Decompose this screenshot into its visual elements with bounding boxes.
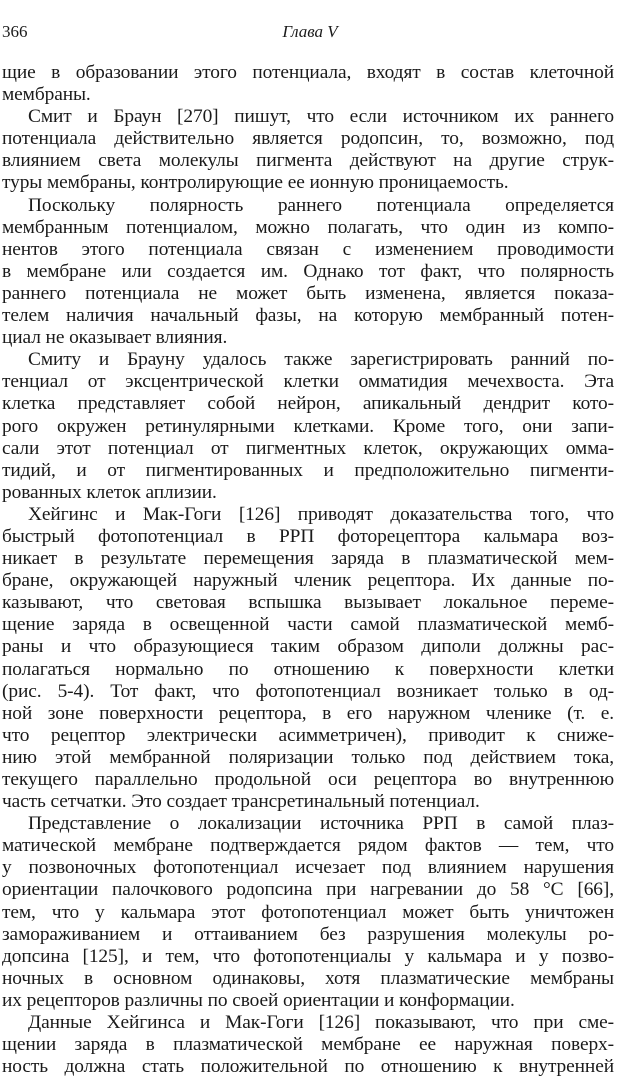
text-line: рого окружен ретинулярными клетками. Кроме того, они запи- bbox=[2, 415, 614, 437]
text-line: ночных в основном одинаковы, хотя плазматические мембраны bbox=[2, 967, 614, 989]
text-line: нию этой мембранной поляризации только под действием тока, bbox=[2, 746, 614, 768]
text-line: (рис. 5-4). Тот факт, что фотопотенциал возникает только в од- bbox=[2, 680, 614, 702]
text-line: в мембране или создается им. Однако тот факт, что полярность bbox=[2, 260, 614, 282]
text-line: тенциал от эксцентрической клетки омматидия мечехвоста. Эта bbox=[2, 371, 614, 393]
text-line: тидий, и от пигментированных и предположительно пигменти- bbox=[2, 459, 614, 481]
text-line: Данные Хейгинса и Мак-Гоги [126] показывают, что при сме- bbox=[28, 1012, 614, 1034]
text-line: мембраны. bbox=[2, 84, 91, 106]
text-line: щение заряда в освещенной части самой плазматической мемб- bbox=[2, 614, 614, 636]
text-line: мембранным потенциалом, можно полагать, что один из компо- bbox=[2, 216, 614, 238]
text-line: телем наличия начальный фазы, на которую мембранный потен- bbox=[2, 305, 614, 327]
text-line: у позвоночных фотопотенциал исчезает под влиянием нарушения bbox=[2, 857, 614, 879]
text-line: потенциала действительно является родопсин, то, возможно, под bbox=[2, 128, 614, 150]
text-line: бране, окружающей наружный членик рецептора. Их данные по- bbox=[2, 570, 614, 592]
text-line: Представление о локализации источника РРП в самой плаз- bbox=[28, 813, 614, 835]
text-line: Смит и Браун [270] пишут, что если источником их раннего bbox=[28, 106, 614, 128]
text-line: казывают, что световая вспышка вызывает локальное переме- bbox=[2, 592, 614, 614]
page-header bbox=[0, 22, 620, 46]
text-line: нентов этого потенциала связан с изменением проводимости bbox=[2, 238, 614, 260]
text-line: тем, что у кальмара этот фотопотенциал может быть уничтожен bbox=[2, 901, 614, 923]
body-text bbox=[2, 62, 614, 1078]
text-line: туры мембраны, контролирующие ее ионную проницаемость. bbox=[2, 172, 509, 194]
text-line: раны и что образующиеся таким образом диполи должны рас- bbox=[2, 636, 614, 658]
text-line: матической мембране подтверждается рядом фактов — тем, что bbox=[2, 835, 614, 857]
text-line: Смиту и Брауну удалось также зарегистрировать ранний по- bbox=[28, 349, 614, 371]
text-line: что рецептор электрически асимметричен), приводит к сниже- bbox=[2, 724, 614, 746]
text-line: допсина [125], и тем, что фотопотенциалы у кальмара и у позво- bbox=[2, 945, 614, 967]
text-line: замораживанием и оттаиванием без разрушения молекулы ро- bbox=[2, 923, 614, 945]
text-line: сали этот потенциал от пигментных клеток, окружающих омма- bbox=[2, 437, 614, 459]
text-line: клетка представляет собой нейрон, апикальный дендрит кото- bbox=[2, 393, 614, 415]
text-line: быстрый фотопотенциал в РРП фоторецептора кальмара воз- bbox=[2, 525, 614, 547]
text-line: влиянием света молекулы пигмента действуют на другие струк- bbox=[2, 150, 614, 172]
text-line: циал не оказывает влияния. bbox=[2, 327, 228, 349]
text-line: Хейгинс и Мак-Гоги [126] приводят доказательства того, что bbox=[28, 503, 614, 525]
text-line: щении заряда в плазматической мембране ее наружная поверх- bbox=[2, 1034, 614, 1056]
text-line: раннего потенциала не может быть изменена, является показа- bbox=[2, 282, 614, 304]
page-number: 366 bbox=[2, 22, 28, 41]
text-line: ориентации палочкового родопсина при нагревании до 58 °С [66], bbox=[2, 879, 614, 901]
text-line: часть сетчатки. Это создает трансретинальный потенциал. bbox=[2, 791, 480, 813]
text-line: Поскольку полярность раннего потенциала определяется bbox=[28, 194, 614, 216]
text-line: рованных клеток аплизии. bbox=[2, 481, 217, 503]
text-line: щие в образовании этого потенциала, входят в состав клеточной bbox=[2, 62, 614, 83]
chapter-running-head: Глава V bbox=[282, 22, 338, 41]
text-line: ность должна стать положительной по отношению к внутренней bbox=[2, 1056, 614, 1078]
text-line: текущего параллельно продольной оси рецептора во внутреннюю bbox=[2, 769, 614, 790]
text-line: никает в результате перемещения заряда в плазматической мем- bbox=[2, 548, 614, 570]
text-line: ной зоне поверхности рецептора, в его наружном членике (т. е. bbox=[2, 702, 614, 724]
text-line: полагаться нормально по отношению к поверхности клетки bbox=[2, 658, 614, 680]
text-line: их рецепторов различны по своей ориентации и конформации. bbox=[2, 989, 515, 1011]
